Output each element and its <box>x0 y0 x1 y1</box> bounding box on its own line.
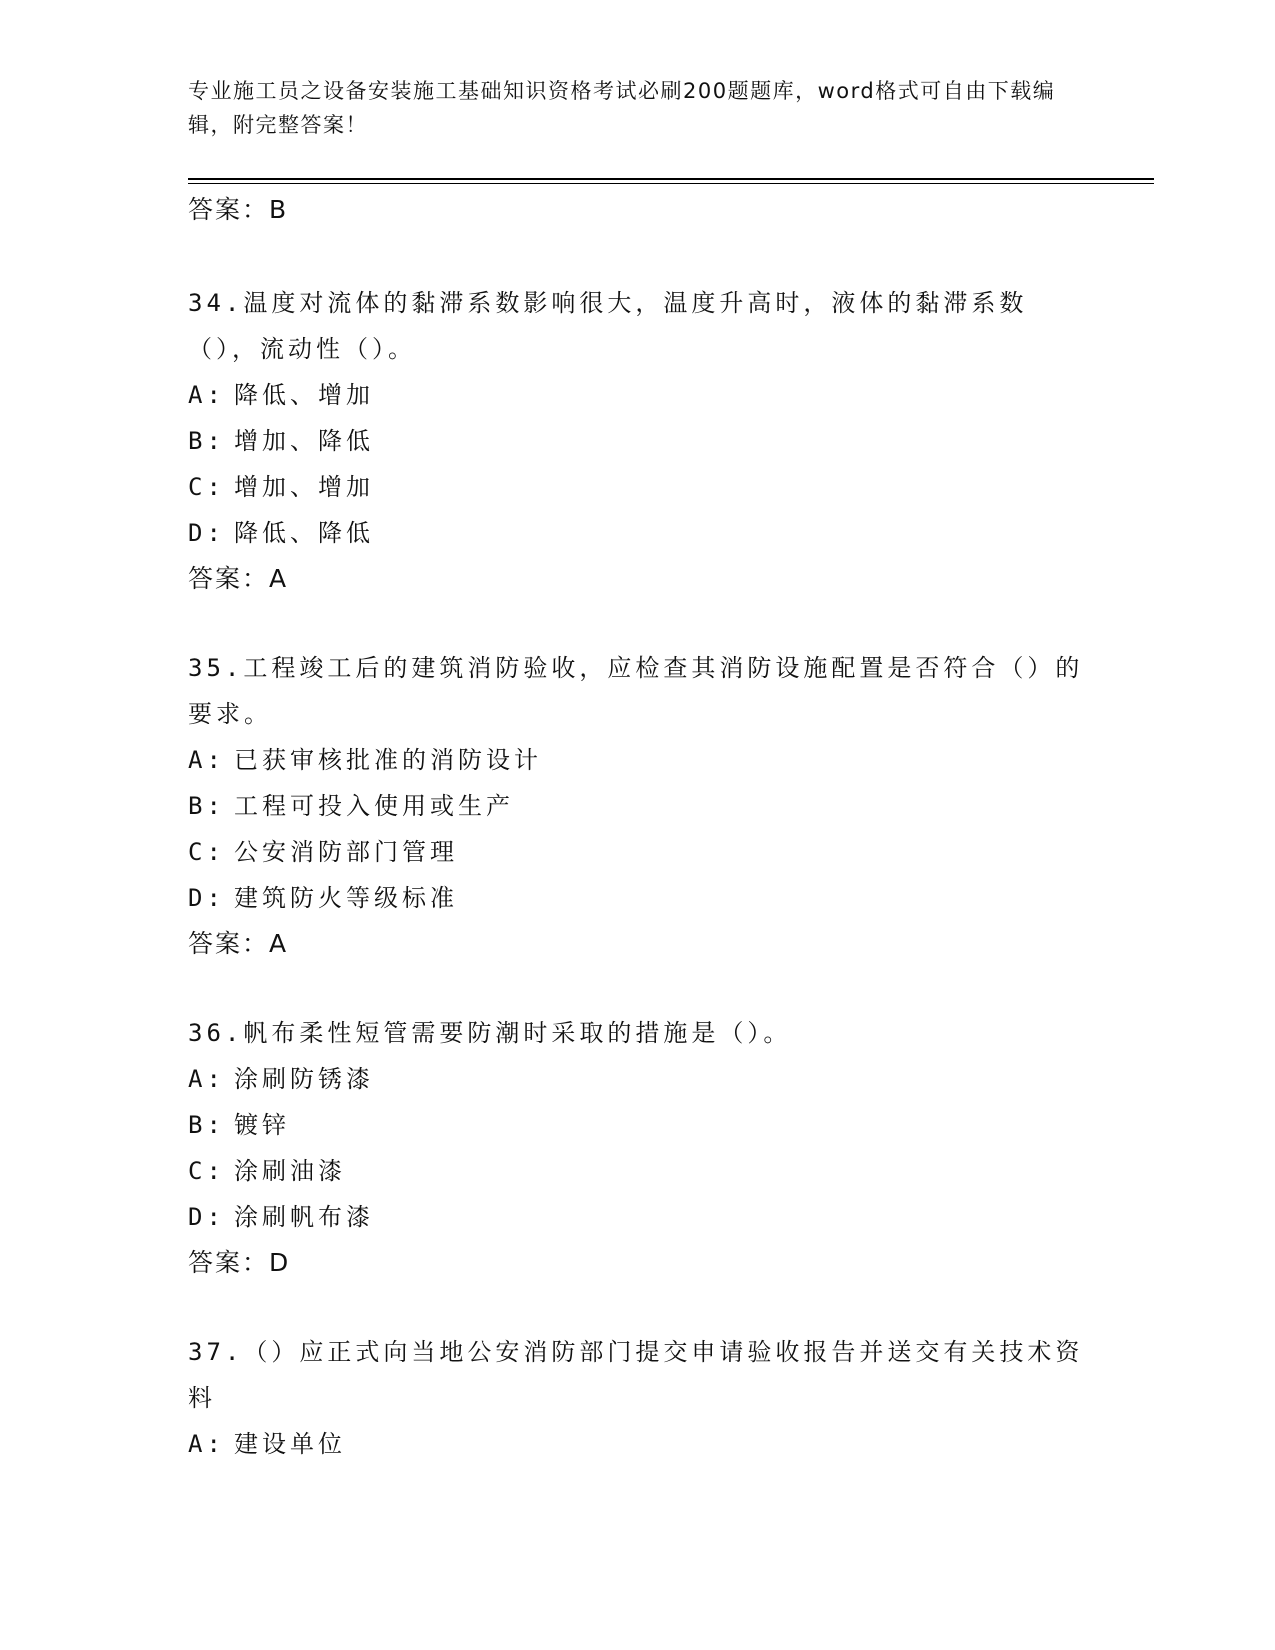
question-stem: 36.帆布柔性短管需要防潮时采取的措施是（）。 <box>188 1019 792 1047</box>
option-letter: B: <box>188 792 225 820</box>
option-text: 建筑防火等级标准 <box>234 884 458 912</box>
option-letter: A: <box>188 746 225 774</box>
option-letter: A: <box>188 381 225 409</box>
option-text: 公安消防部门管理 <box>234 838 458 866</box>
option-letter: A: <box>188 1065 225 1093</box>
question-35 <box>188 645 1088 967</box>
option-text: 涂刷防锈漆 <box>234 1065 374 1093</box>
option-letter: C: <box>188 1157 225 1185</box>
option-text: 涂刷油漆 <box>234 1157 346 1185</box>
option-c <box>188 1148 1088 1194</box>
option-b <box>188 418 1088 464</box>
option-a <box>188 737 1088 783</box>
option-letter: D: <box>188 519 225 547</box>
option-text: 降低、增加 <box>234 381 374 409</box>
option-b <box>188 783 1088 829</box>
option-d <box>188 875 1088 921</box>
option-letter: D: <box>188 884 225 912</box>
option-a <box>188 1056 1088 1102</box>
option-d <box>188 510 1088 556</box>
question-stem: 35.工程竣工后的建筑消防验收，应检查其消防设施配置是否符合（）的要求。 <box>188 654 1084 728</box>
option-letter: D: <box>188 1203 225 1231</box>
option-letter: C: <box>188 838 225 866</box>
question-answer: 答案：A <box>188 929 289 958</box>
document-header-title: 专业施工员之设备安装施工基础知识资格考试必刷200题题库，word格式可自由下载编辑，附完整答案！ <box>188 79 1056 137</box>
option-b <box>188 1102 1088 1148</box>
question-37 <box>188 1329 1088 1467</box>
option-d <box>188 1194 1088 1240</box>
question-answer: 答案：D <box>188 1248 291 1277</box>
option-letter: B: <box>188 427 225 455</box>
option-text: 增加、增加 <box>234 473 374 501</box>
option-text: 镀锌 <box>234 1111 290 1139</box>
question-list <box>188 280 1088 1510</box>
option-a <box>188 1421 1088 1467</box>
option-c <box>188 829 1088 875</box>
question-stem: 37.（）应正式向当地公安消防部门提交申请验收报告并送交有关技术资料 <box>188 1338 1084 1412</box>
option-letter: A: <box>188 1430 225 1458</box>
previous-question-answer: 答案：B <box>188 195 289 224</box>
option-text: 建设单位 <box>234 1430 346 1458</box>
question-stem: 34.温度对流体的黏滞系数影响很大，温度升高时，液体的黏滞系数（），流动性（）。 <box>188 289 1028 363</box>
question-36 <box>188 1010 1088 1286</box>
option-letter: C: <box>188 473 225 501</box>
header-divider-thin <box>188 183 1154 184</box>
option-text: 降低、降低 <box>234 519 374 547</box>
question-34 <box>188 280 1088 602</box>
option-text: 已获审核批准的消防设计 <box>234 746 542 774</box>
option-c <box>188 464 1088 510</box>
option-text: 增加、降低 <box>234 427 374 455</box>
question-answer: 答案：A <box>188 564 289 593</box>
option-text: 涂刷帆布漆 <box>234 1203 374 1231</box>
option-letter: B: <box>188 1111 225 1139</box>
option-text: 工程可投入使用或生产 <box>234 792 514 820</box>
header-divider-thick <box>188 178 1154 180</box>
option-a <box>188 372 1088 418</box>
